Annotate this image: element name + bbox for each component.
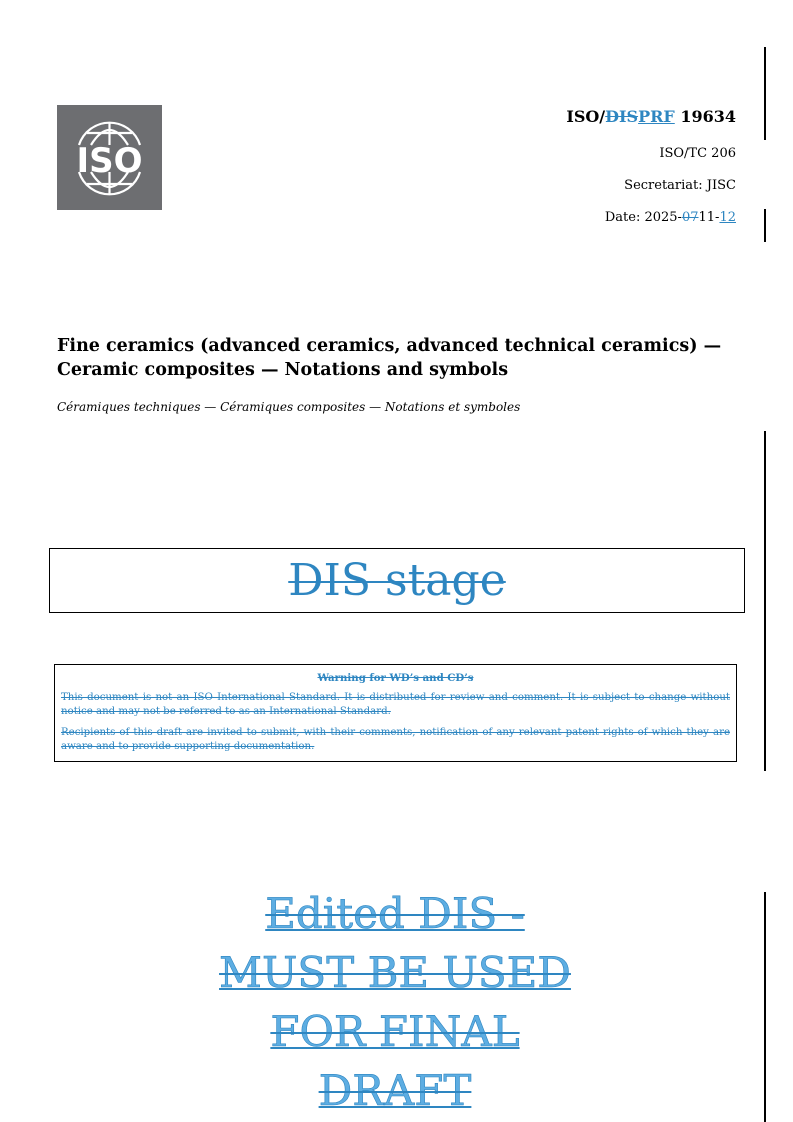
change-bar-top bbox=[764, 47, 766, 140]
secretariat: Secretariat: JISC bbox=[624, 178, 736, 193]
stage-label: DIS stage bbox=[288, 555, 506, 606]
warning-title: Warning for WD’s and CD’s bbox=[317, 672, 474, 684]
date-prefix: Date: 2025- bbox=[604, 210, 682, 225]
logo-text: ISO bbox=[76, 141, 143, 181]
edited-dis-watermark bbox=[150, 884, 640, 1120]
document-reference bbox=[566, 107, 736, 126]
french-title: Céramiques techniques — Céramiques composites — Notations et symboles bbox=[57, 400, 521, 414]
title-line-1: Fine ceramics (advanced ceramics, advanced technical ceramics) — bbox=[57, 336, 722, 356]
change-bar-bottom bbox=[764, 892, 766, 1122]
watermark-line-4: DRAFT bbox=[318, 1066, 472, 1115]
date-month: 11- bbox=[698, 210, 720, 225]
warning-paragraph-2: Recipients of this draft are invited to submit, with their comments, notification of any relevant patent rights of which they are aware and to provide supporting documentation. bbox=[61, 727, 730, 752]
change-bar-middle bbox=[764, 431, 766, 771]
globe-icon bbox=[57, 105, 162, 210]
watermark-line-2: MUST BE USED bbox=[219, 948, 571, 997]
ref-inserted: PRF bbox=[638, 107, 675, 126]
date-deleted: 07 bbox=[681, 210, 699, 225]
ref-deleted: DIS bbox=[605, 107, 639, 126]
watermark-line-3: FOR FINAL bbox=[270, 1007, 520, 1056]
document-title bbox=[57, 334, 747, 382]
change-bar-date bbox=[764, 209, 766, 242]
iso-logo bbox=[57, 105, 162, 210]
warning-paragraph-1: This document is not an ISO International Standard. It is distributed for review and comment. It is subject to change without notice and may not be referred to as an International Standard. bbox=[61, 692, 730, 717]
document-date bbox=[605, 210, 736, 225]
date-inserted: 12 bbox=[719, 210, 736, 225]
ref-prefix: ISO/ bbox=[566, 107, 606, 126]
title-line-2: Ceramic composites — Notations and symbols bbox=[57, 360, 509, 380]
warning-box bbox=[54, 664, 737, 762]
stage-box bbox=[49, 548, 745, 613]
ref-number: 19634 bbox=[674, 107, 736, 126]
committee: ISO/TC 206 bbox=[659, 146, 736, 161]
watermark-line-1: Edited DIS - bbox=[265, 889, 525, 938]
